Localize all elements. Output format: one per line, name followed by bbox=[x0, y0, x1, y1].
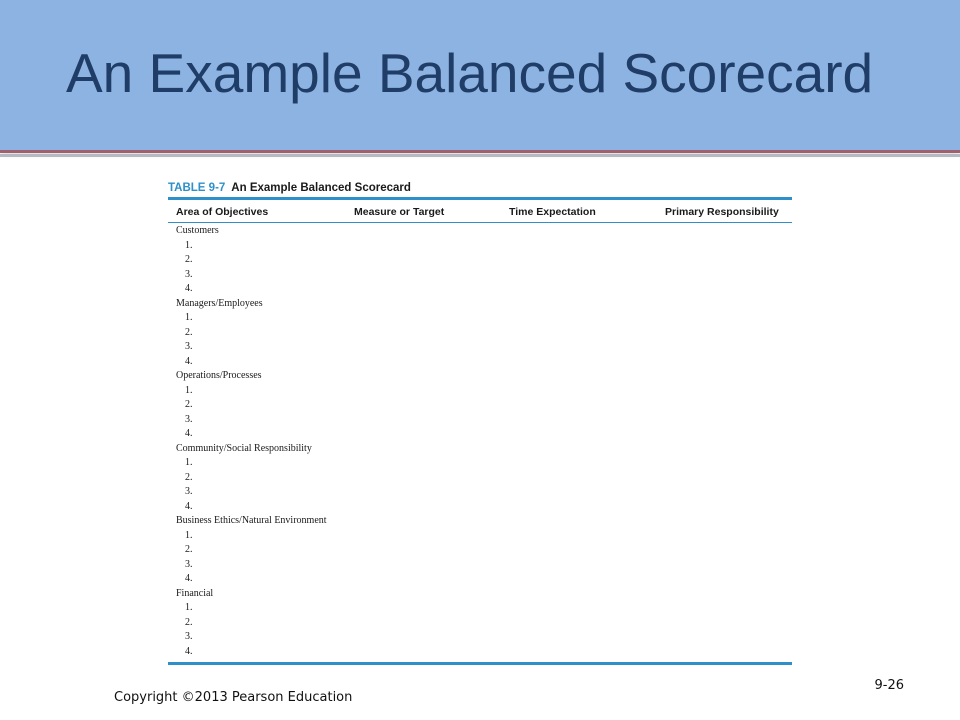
scorecard-table bbox=[168, 180, 792, 665]
table-caption bbox=[168, 180, 792, 197]
table-category-row: Business Ethics/Natural Environment bbox=[176, 515, 327, 526]
table-item-row: 1. bbox=[185, 239, 193, 251]
table-item-row: 1. bbox=[185, 602, 193, 613]
table-item-row: 1. bbox=[185, 457, 193, 468]
table-item-row: 3. bbox=[185, 631, 193, 642]
table-category-row: Operations/Processes bbox=[176, 370, 262, 381]
table-item-row: 2. bbox=[185, 326, 193, 338]
table-item-row: 3. bbox=[185, 341, 193, 352]
column-header-primary-responsibility: Primary Responsibility bbox=[665, 206, 779, 218]
table-item-row: 1. bbox=[185, 529, 193, 541]
table-category-row: Financial bbox=[176, 587, 214, 599]
table-item-row: 2. bbox=[185, 399, 193, 410]
table-item-row: 4. bbox=[185, 573, 193, 584]
table-item-row: 2. bbox=[185, 616, 193, 628]
copyright-notice: Copyright ©2013 Pearson Education bbox=[114, 690, 353, 705]
banner-divider-accent bbox=[0, 150, 960, 153]
table-item-row: 3. bbox=[185, 558, 193, 570]
table-item-row: 4. bbox=[185, 283, 193, 294]
table-item-row: 4. bbox=[185, 428, 193, 439]
table-number: TABLE 9-7 bbox=[168, 182, 226, 194]
table-item-row: 2. bbox=[185, 471, 193, 483]
table-title: An Example Balanced Scorecard bbox=[231, 182, 411, 194]
table-item-row: 3. bbox=[185, 268, 193, 280]
slide-title: An Example Balanced Scorecard bbox=[66, 42, 874, 104]
column-header-time-expectation: Time Expectation bbox=[509, 206, 596, 218]
table-item-row: 2. bbox=[185, 254, 193, 265]
table-item-row: 4. bbox=[185, 645, 193, 657]
table-bottom-rule bbox=[168, 662, 792, 665]
table-header-row bbox=[168, 200, 792, 222]
title-banner bbox=[0, 0, 960, 150]
table-item-row: 1. bbox=[185, 312, 193, 323]
column-header-measure-or-target: Measure or Target bbox=[354, 206, 445, 218]
table-category-row: Community/Social Responsibility bbox=[176, 442, 312, 454]
table-item-row: 2. bbox=[185, 544, 193, 555]
table-category-row: Managers/Employees bbox=[176, 297, 263, 309]
table-item-row: 3. bbox=[185, 486, 193, 497]
table-item-row: 4. bbox=[185, 500, 193, 512]
banner-divider-gray bbox=[0, 154, 960, 157]
column-header-area-of-objectives: Area of Objectives bbox=[176, 206, 269, 218]
page-number: 9-26 bbox=[874, 678, 904, 693]
table-body bbox=[168, 223, 792, 659]
table-item-row: 4. bbox=[185, 355, 193, 367]
table-category-row: Customers bbox=[176, 225, 219, 236]
table-item-row: 3. bbox=[185, 413, 193, 425]
table-item-row: 1. bbox=[185, 384, 193, 396]
